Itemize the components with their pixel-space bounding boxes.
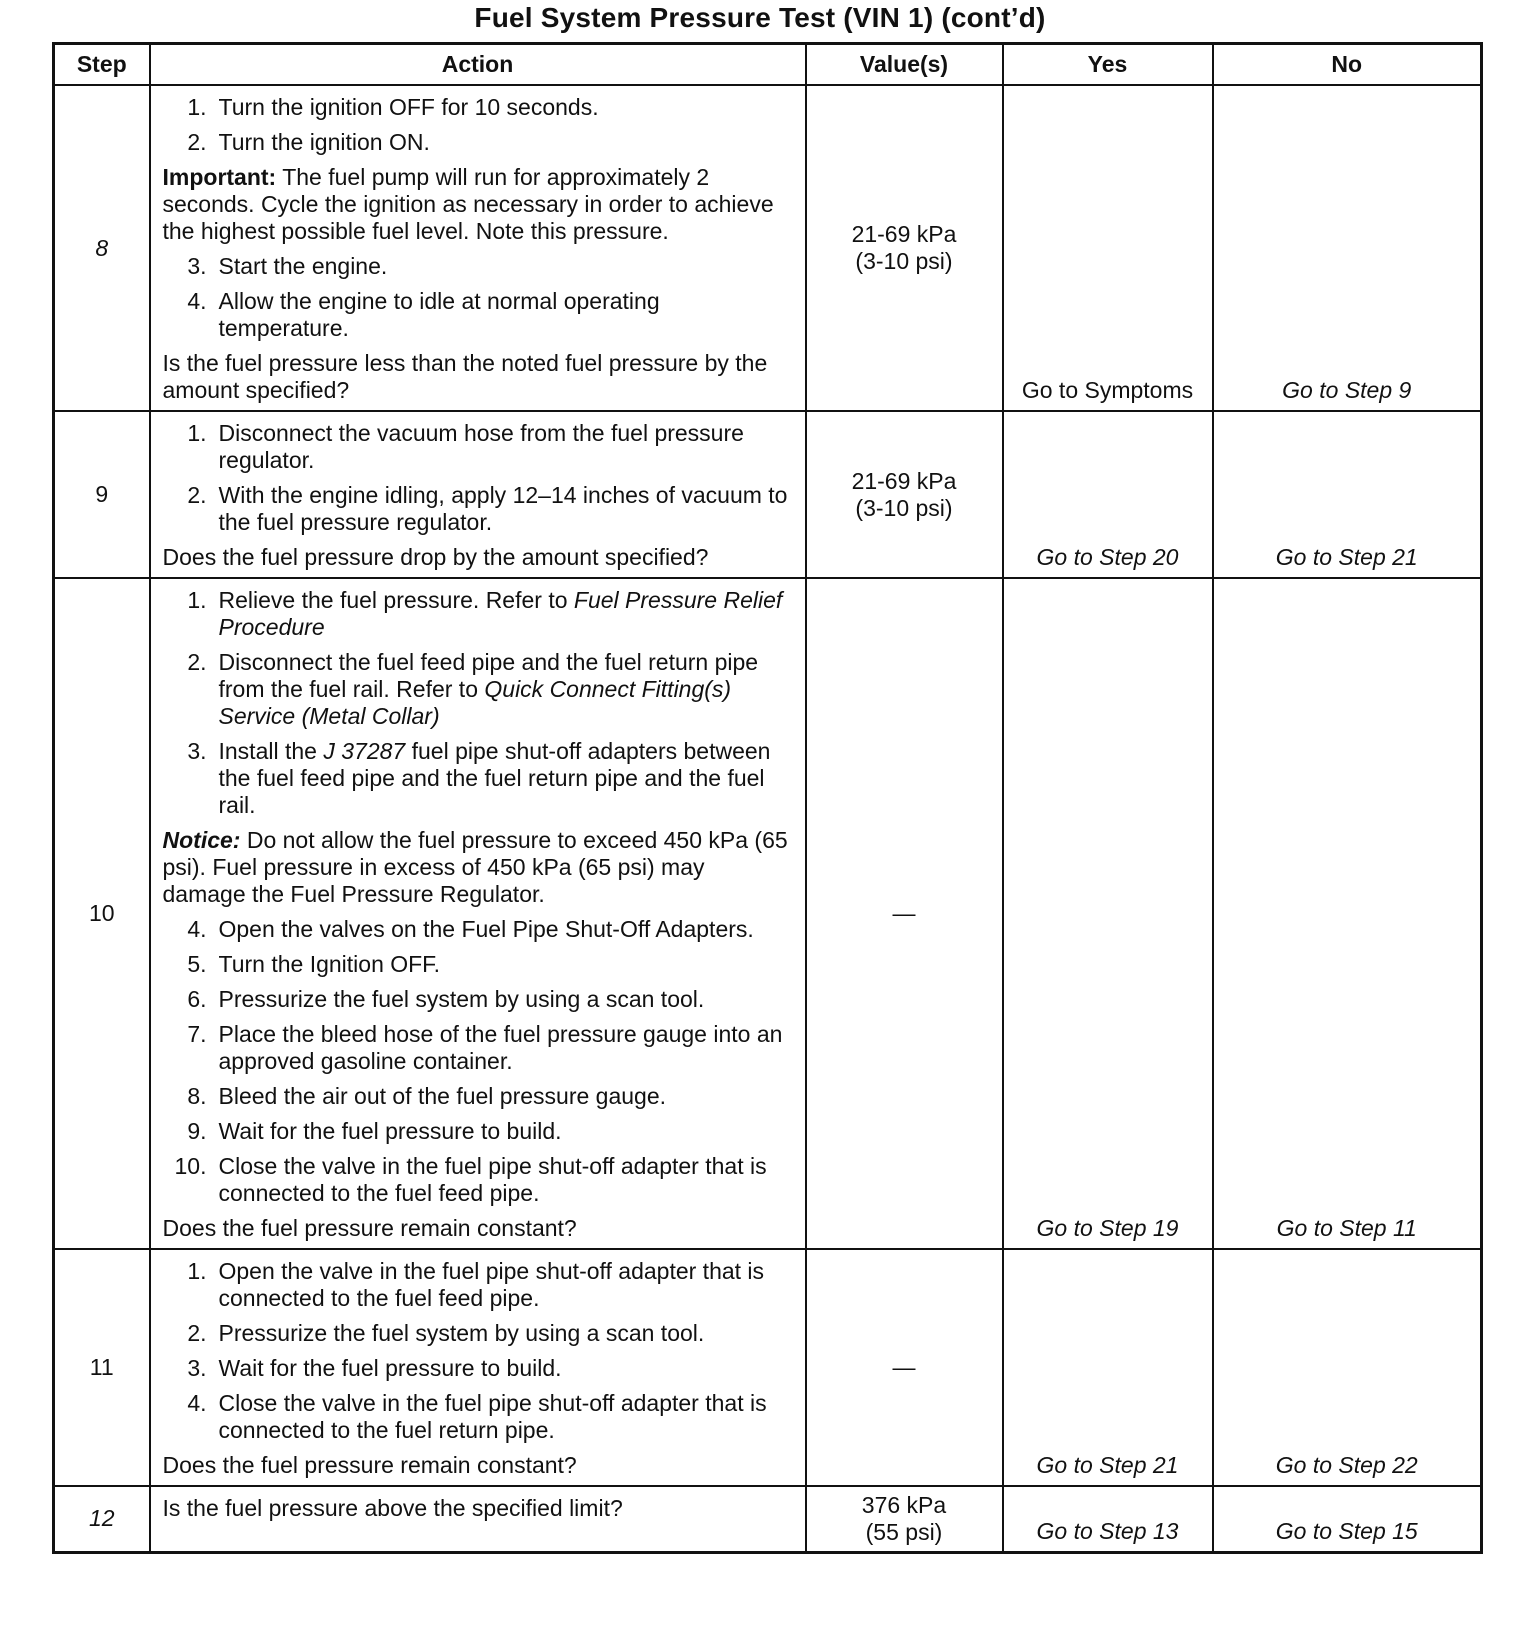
step-number: 8 bbox=[54, 85, 150, 411]
list-item: 4. Close the valve in the fuel pipe shut-off adapter that is connected to the fuel return pipe. bbox=[187, 1390, 767, 1443]
value-imperial: (3-10 psi) bbox=[855, 494, 953, 521]
list-item: 3. Wait for the fuel pressure to build. bbox=[187, 1355, 562, 1381]
list-item: 7. Place the bleed hose of the fuel pressure gauge into an approved gasoline container. bbox=[187, 1021, 783, 1074]
action-list bbox=[163, 587, 793, 819]
list-item: 8. Bleed the air out of the fuel pressure gauge. bbox=[187, 1083, 667, 1109]
question: Is the fuel pressure less than the noted fuel pressure by the amount specified? bbox=[162, 350, 768, 403]
list-item: 2. Pressurize the fuel system by using a scan tool. bbox=[187, 1320, 705, 1346]
list-item: 1. Relieve the fuel pressure. Refer to Fuel Pressure Relief Procedure bbox=[187, 587, 783, 640]
no-link[interactable]: Go to Step 9 bbox=[1213, 85, 1482, 411]
value-cell: — bbox=[806, 578, 1003, 1249]
header-action: Action bbox=[150, 44, 806, 86]
header-step: Step bbox=[54, 44, 150, 86]
header-row bbox=[54, 44, 1482, 86]
list-item: 3. Install the J 37287 fuel pipe shut-off adapters between the fuel feed pipe and the fuel return pipe and the fuel rail. bbox=[187, 738, 771, 818]
list-item: 4. Allow the engine to idle at normal operating temperature. bbox=[187, 288, 660, 341]
value-metric: 21-69 kPa bbox=[851, 467, 957, 494]
action-cell bbox=[150, 1249, 806, 1486]
action-cell bbox=[150, 578, 806, 1249]
table-row bbox=[54, 85, 1482, 411]
list-item: 1. Turn the ignition OFF for 10 seconds. bbox=[187, 94, 599, 120]
action-list bbox=[163, 253, 793, 342]
list-item: 5. Turn the Ignition OFF. bbox=[187, 951, 441, 977]
list-item: 1. Open the valve in the fuel pipe shut-off adapter that is connected to the fuel feed pipe. bbox=[187, 1258, 765, 1311]
value-cell bbox=[806, 411, 1003, 578]
yes-link[interactable]: Go to Step 19 bbox=[1003, 578, 1213, 1249]
action-list bbox=[163, 94, 793, 156]
table-row bbox=[54, 578, 1482, 1249]
yes-link[interactable]: Go to Step 21 bbox=[1003, 1249, 1213, 1486]
reference-link[interactable]: Quick Connect Fitting(s) Service (Metal Collar) bbox=[218, 676, 732, 729]
table-row bbox=[54, 411, 1482, 578]
list-item: 9. Wait for the fuel pressure to build. bbox=[187, 1118, 562, 1144]
no-link[interactable]: Go to Step 22 bbox=[1213, 1249, 1482, 1486]
action-list bbox=[163, 916, 793, 1207]
value-cell: — bbox=[806, 1249, 1003, 1486]
yes-link[interactable]: Go to Step 20 bbox=[1003, 411, 1213, 578]
action-cell bbox=[150, 411, 806, 578]
value-imperial: (3-10 psi) bbox=[855, 248, 953, 274]
action-cell bbox=[150, 85, 806, 411]
tool-reference: J 37287 bbox=[323, 738, 406, 764]
important-note: Important: The fuel pump will run for approximately 2 seconds. Cycle the ignition as necessary in order to achieve the highest possible fuel level. Note this pressure. bbox=[162, 164, 774, 244]
action-list bbox=[163, 1258, 793, 1444]
list-item: 3. Start the engine. bbox=[187, 253, 388, 279]
list-item: 2. Turn the ignition ON. bbox=[187, 129, 430, 155]
header-no: No bbox=[1213, 44, 1482, 86]
question: Does the fuel pressure drop by the amount specified? bbox=[162, 544, 709, 570]
table-row bbox=[54, 1249, 1482, 1486]
header-values: Value(s) bbox=[806, 44, 1003, 86]
question: Is the fuel pressure above the specified limit? bbox=[162, 1495, 623, 1521]
table-row bbox=[54, 1486, 1482, 1552]
yes-link[interactable]: Go to Step 13 bbox=[1003, 1486, 1213, 1552]
step-number: 9 bbox=[54, 411, 150, 578]
page-title: Fuel System Pressure Test (VIN 1) (cont’d) bbox=[474, 2, 1046, 33]
step-number: 12 bbox=[54, 1486, 150, 1552]
action-cell bbox=[150, 1486, 806, 1552]
header-yes: Yes bbox=[1003, 44, 1213, 86]
no-link[interactable]: Go to Step 15 bbox=[1213, 1486, 1482, 1552]
list-item: 2. With the engine idling, apply 12–14 inches of vacuum to the fuel pressure regulator. bbox=[187, 482, 788, 535]
yes-link[interactable]: Go to Symptoms bbox=[1003, 85, 1213, 411]
list-item: 4. Open the valves on the Fuel Pipe Shut-Off Adapters. bbox=[187, 916, 754, 942]
action-list bbox=[163, 420, 793, 536]
question: Does the fuel pressure remain constant? bbox=[162, 1215, 577, 1241]
value-cell bbox=[806, 85, 1003, 411]
value-metric: 376 kPa bbox=[861, 1491, 947, 1518]
notice-note: Notice: Do not allow the fuel pressure to exceed 450 kPa (65 psi). Fuel pressure in excess of 450 kPa (65 psi) may damage the Fuel Pressure Regulator. bbox=[162, 827, 788, 907]
no-link[interactable]: Go to Step 11 bbox=[1213, 578, 1482, 1249]
reference-link[interactable]: Fuel Pressure Relief Procedure bbox=[218, 587, 783, 640]
list-item: 2. Disconnect the fuel feed pipe and the fuel return pipe from the fuel rail. Refer to Quick Connect Fitting(s) Service (Metal Collar) bbox=[187, 649, 759, 729]
procedure-table bbox=[52, 42, 1483, 1554]
value-imperial: (55 psi) bbox=[865, 1518, 943, 1545]
list-item: 1. Disconnect the vacuum hose from the fuel pressure regulator. bbox=[187, 420, 744, 473]
list-item: 6. Pressurize the fuel system by using a scan tool. bbox=[187, 986, 705, 1012]
list-item: 10. Close the valve in the fuel pipe shut-off adapter that is connected to the fuel feed pipe. bbox=[174, 1153, 767, 1206]
question: Does the fuel pressure remain constant? bbox=[162, 1452, 577, 1478]
no-link[interactable]: Go to Step 21 bbox=[1213, 411, 1482, 578]
value-metric: 21-69 kPa bbox=[851, 221, 957, 247]
value-cell bbox=[806, 1486, 1003, 1552]
step-number: 10 bbox=[54, 578, 150, 1249]
step-number: 11 bbox=[54, 1249, 150, 1486]
